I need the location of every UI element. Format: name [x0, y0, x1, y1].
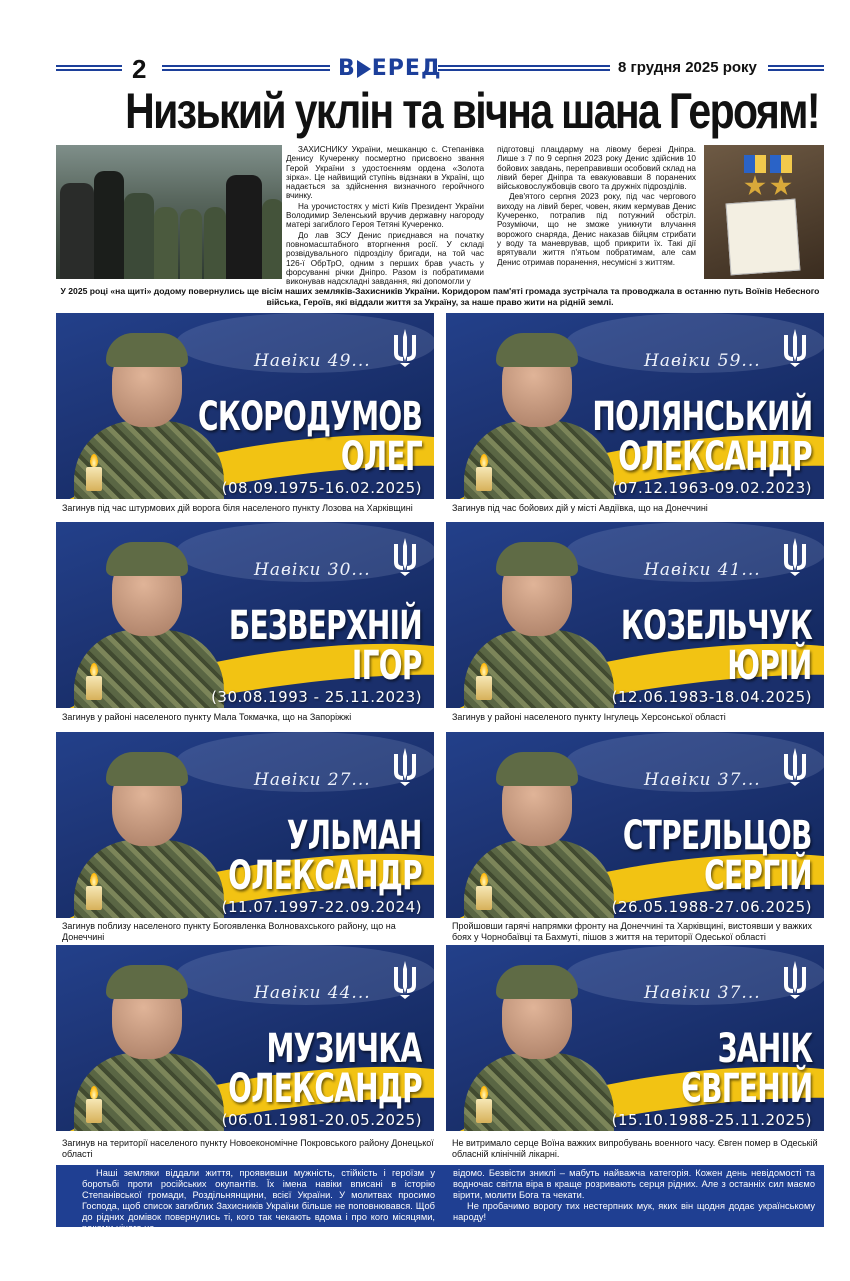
closing-column-1: Наші земляки віддали життя, проявивши мужність, стійкість і героїзм у боротьбі проти російських окупантів. Їх імена навіки вписані в історію Степанівської громади, Роздільнянщини, всієї України. У молитвах просимо Господа, щоб список загиблих Захисників України більше не поповнювався. Щоб до рідних домівок повернулись ті, кого так чекають вдома і про кого місяцями, роками нічого не — [82, 1168, 435, 1233]
lead-paragraph: У 2025 році «на щиті» додому повернулись ще вісім наших земляків-Захисників України. Коридором пам'яті громада зустрічала та проводжала в останню путь Воїнів Небесного війська, Героїв, які віддали життя за Україну, за наше право жити на рідній землі. — [60, 286, 820, 307]
hero-surname: ЗАНІК — [717, 1026, 812, 1072]
candle-icon — [476, 467, 492, 491]
hero-caption: Загинув під час штурмових дій ворога біля населеного пункту Лозова на Харківщині — [62, 503, 413, 513]
trident-icon — [780, 959, 810, 999]
masthead — [56, 56, 824, 84]
award-ceremony-photo — [56, 145, 282, 279]
hero-surname: БЕЗВЕРХНІЙ — [228, 603, 422, 649]
award-certificate — [726, 199, 801, 276]
hero-age: Навіки 44... — [254, 983, 371, 1003]
hero-caption: Загинув у районі населеного пункту Мала Токмачка, що на Запоріжжі — [62, 712, 352, 722]
hero-dates: (12.06.1983-18.04.2025) — [611, 688, 812, 706]
memorial-card — [56, 732, 434, 918]
hero-dates: (15.10.1988-25.11.2025) — [611, 1111, 812, 1129]
trident-icon — [390, 746, 420, 786]
hero-age: Навіки 49... — [254, 351, 371, 371]
hero-surname: УЛЬМАН — [287, 813, 422, 859]
hero-age: Навіки 59... — [644, 351, 761, 371]
hero-dates: (06.01.1981-20.05.2025) — [221, 1111, 422, 1129]
candle-icon — [86, 676, 102, 700]
hero-first-name: ОЛЕГ — [340, 434, 422, 480]
trident-icon — [780, 327, 810, 367]
trident-icon — [780, 536, 810, 576]
candle-icon — [476, 1099, 492, 1123]
hero-age: Навіки 27... — [254, 770, 371, 790]
header-rule — [56, 65, 122, 71]
closing-column-2: відомо. Безвісти зниклі – мабуть найважча категорія. Кожен день невідомості та водночас світла віра в краще розривають серця рідних. Але з останніх сил маємо вірити, молити Бога та чекати. Не пробачимо ворогу тих нестерпних мук, яких він щодня додає українському народу! — [453, 1168, 815, 1222]
memorial-card — [446, 732, 824, 918]
hero-surname: МУЗИЧКА — [266, 1026, 422, 1072]
hero-age: Навіки 30... — [254, 560, 371, 580]
trident-icon — [390, 536, 420, 576]
closing-statement — [56, 1165, 824, 1233]
hero-surname: КОЗЕЛЬЧУК — [620, 603, 812, 649]
hero-dates: (08.09.1975-16.02.2025) — [221, 479, 422, 497]
hero-caption: Загинув поблизу населеного пункту Богоявленка Волновахського району, що на Донеччині — [62, 921, 396, 942]
hero-age: Навіки 37... — [644, 770, 761, 790]
hero-caption: Загинув на території населеного пункту Новоекономічне Покровського району Донецької області — [62, 1138, 434, 1159]
intro-column-1: ЗАХИСНИКУ України, мешканцю с. Степанівка Денису Кучеренку посмертно присвоєно звання Герой України з удостоєнням ордена «Золота зірка». Це найвищий ступінь відзнаки в Україні, що надається за здійснення визначного геройчного вчинку. На урочистостях у місті Київ Президент України Володимир Зеленський вручив державну нагороду матері загиблого Героя Тетяні Кучеренко. До лав ЗСУ Денис приєднався на початку повномасштабного вторгнення росії. У складі розвідувального підрозділу бригади, на той час 126-ї ОбрТрО, одним з перших брав участь у форсуванні річки Дніпро. Разом із побратимами виконував надскладні завдання, які допомогли у — [286, 145, 484, 287]
newspaper-logo: В ЕРЕД — [338, 56, 442, 81]
hero-first-name: ОЛЕКСАНДР — [228, 1066, 422, 1112]
hero-dates: (07.12.1963-09.02.2023) — [611, 479, 812, 497]
memorial-card — [56, 313, 434, 499]
hero-surname: СТРЕЛЬЦОВ — [623, 813, 812, 859]
candle-icon — [476, 676, 492, 700]
intro-column-2: підготовці плацдарму на лівому березі Дніпра. Лише з 7 по 9 серпня 2023 року Денис здійснив 10 бойових завдань, переправивши особовий склад на лівий берег Дніпра та евакуювавши 8 поранених військовослужбовців свого та дружніх підрозділів. Дев'ятого серпня 2023 року, під час чергового виходу на лівий берег, човен, яким кермував Денис Кучеренко, потрапив під потужний обстріл. Розуміючи, що не зможе уникнути влучання ворожого снаряда, Денис наказав бійцям стрибати у воду та маневрував, щоб прикрити їх. Такі дії врятували життя п'ятьом побратимам, але сам Денис отримав поранення, несумісні з життям. — [497, 145, 696, 267]
hero-surname: СКОРОДУМОВ — [197, 394, 422, 440]
hero-first-name: ІГОР — [352, 643, 422, 689]
candle-icon — [86, 886, 102, 910]
hero-caption: Загинув під час бойових дій у місті Авдіївка, що на Донеччині — [452, 503, 708, 513]
hero-caption: Пройшовши гарячі напрямки фронту на Донеччині та Харківщині, вистоявши у важких боях у Чорнобаївці та Бахмуті, пішов з життя на території Одеської області — [452, 921, 813, 942]
header-rule — [162, 65, 330, 71]
issue-date: 8 грудня 2025 року — [618, 59, 757, 76]
hero-first-name: ЮРІЙ — [727, 643, 812, 689]
header-rule — [438, 65, 610, 71]
hero-dates: (26.05.1988-27.06.2025) — [611, 898, 812, 916]
hero-age: Навіки 41... — [644, 560, 761, 580]
memorial-card — [56, 945, 434, 1131]
hero-age: Навіки 37... — [644, 983, 761, 1003]
candle-icon — [86, 467, 102, 491]
page-title: Низький уклін та вічна шана Героям! — [125, 83, 819, 139]
page-number: 2 — [132, 54, 147, 84]
candle-icon — [476, 886, 492, 910]
trident-icon — [390, 959, 420, 999]
gold-star-award-photo — [704, 145, 824, 279]
arrow-icon — [357, 60, 371, 78]
memorial-card — [446, 522, 824, 708]
trident-icon — [390, 327, 420, 367]
header-rule — [768, 65, 824, 71]
hero-dates: (11.07.1997-22.09.2024) — [221, 898, 422, 916]
hero-first-name: СЕРГІЙ — [704, 853, 812, 899]
hero-first-name: ЄВГЕНІЙ — [680, 1066, 812, 1112]
hero-first-name: ОЛЕКСАНДР — [228, 853, 422, 899]
hero-surname: ПОЛЯНСЬКИЙ — [591, 394, 812, 440]
memorial-card — [56, 522, 434, 708]
memorial-card — [446, 945, 824, 1131]
candle-icon — [86, 1099, 102, 1123]
hero-first-name: ОЛЕКСАНДР — [618, 434, 812, 480]
hero-dates: (30.08.1993 - 25.11.2023) — [211, 688, 422, 706]
hero-caption: Загинув у районі населеного пункту Інгулець Херсонської області — [452, 712, 726, 722]
trident-icon — [780, 746, 810, 786]
hero-caption: Не витримало серце Воїна важких випробувань военного часу. Євген помер в Одеській обласній клінічній лікарні. — [452, 1138, 818, 1159]
memorial-card — [446, 313, 824, 499]
